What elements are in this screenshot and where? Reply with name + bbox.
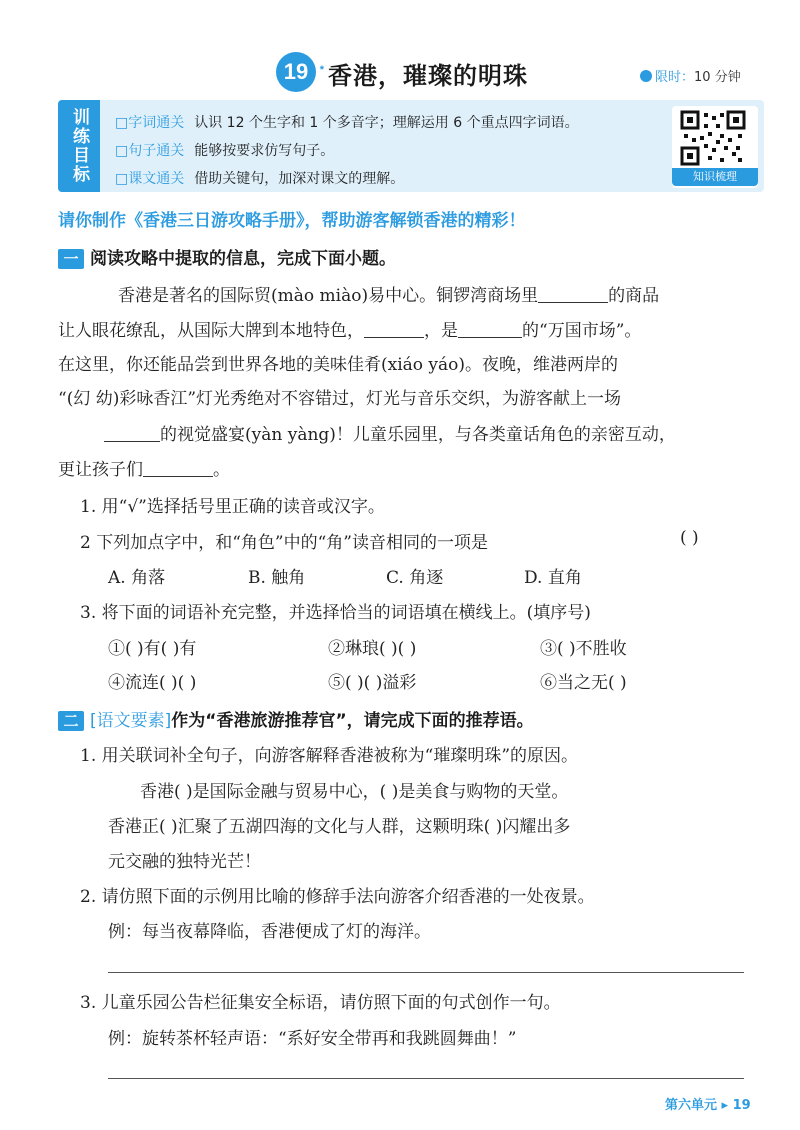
task-intro: 请你制作《香港三日游攻略手册》，帮助游客解锁香港的精彩！ [58,211,526,231]
page-footer [665,1094,751,1113]
fill-blank[interactable] [458,321,522,338]
section-1-badge: 一 [58,249,84,269]
passage-text: ，是 [424,321,458,341]
q2-2-example: 例：每当夜幕降临，香港便成了灯的海洋。 [108,922,431,942]
question-2-1: 1. 用关联词补全句子，向游客解释香港被称为“璀璨明珠”的原因。 [80,746,579,766]
goal-text: 能够按要求仿写句子。 [194,143,335,159]
fill-blank[interactable] [538,286,608,303]
option-d[interactable]: D. 直角 [524,568,582,588]
idiom-item[interactable]: ①( )有( )有 [108,639,197,659]
passage-text: 的“万国市场”。 [522,321,642,341]
passage-line-4: “(幻 幼)彩咏香江”灯光秀绝对不容错过，灯光与音乐交织，为游客献上一场 [58,389,622,409]
time-limit-label: 限时： [655,70,695,85]
goal-text: 认识 12 个生字和 1 个多音字；理解运用 6 个重点四字词语。 [194,115,579,131]
idiom-item[interactable]: ②琳琅( )( ) [328,639,417,659]
page-number: 19 [732,1098,751,1113]
lesson-mark: * [319,64,324,76]
idiom-item[interactable]: ⑤( )( )溢彩 [328,673,417,693]
passage-text: 的商品 [608,286,660,306]
passage-text: 的视觉盛宴(yàn yàng)！儿童乐园里，与各类童话角色的亲密互动， [160,425,676,445]
section-2-heading [58,706,534,731]
option-c[interactable]: C. 角逐 [386,568,444,588]
unit-label: 第六单元 [665,1098,718,1113]
passage-line-2 [58,316,641,341]
question-2-3: 3. 儿童乐园公告栏征集安全标语，请仿照下面的句式创作一句。 [80,993,561,1013]
passage-text: 让人眼花缭乱，从国际大牌到本地特色， [58,321,364,341]
passage-line-1 [118,281,659,306]
qr-label: 知识梳理 [672,168,758,186]
q2-1-line[interactable]: 香港( )是国际金融与贸易中心，( )是美食与购物的天堂。 [140,782,569,802]
idiom-item[interactable]: ⑥当之无( ) [540,673,627,693]
goal-item [115,140,334,160]
fill-blank[interactable] [143,460,213,477]
page-title: 香港，璀璨的明珠 [328,62,528,90]
answer-paren[interactable]: ( ) [680,528,699,548]
time-limit [640,66,741,85]
passage-line-6 [58,455,230,480]
section-1-title: 阅读攻略中提取的信息，完成下面小题。 [90,249,396,269]
answer-line[interactable] [108,972,744,973]
section-1-heading [58,244,396,269]
goal-key[interactable]: □字词通关 [115,115,185,131]
idiom-item[interactable]: ③( )不胜收 [540,639,627,659]
training-goals-tag: 训练目标 [58,100,100,192]
lesson-number-badge [276,52,324,92]
passage-line-5 [104,420,676,445]
passage-text: 更让孩子们 [58,460,143,480]
answer-line[interactable] [108,1078,744,1079]
question-1-3: 3. 将下面的词语补充完整，并选择恰当的词语填在横线上。(填序号) [80,603,591,623]
idiom-item[interactable]: ④流连( )( ) [108,673,197,693]
passage-text: 香港是著名的国际贸(mào miào)易中心。铜锣湾商场里 [118,286,539,306]
goal-key[interactable]: □课文通关 [115,171,185,187]
qr-code-icon[interactable] [680,110,746,166]
q2-3-example: 例：旋转茶杯轻声语：“系好安全带再和我跳圆舞曲！” [108,1029,517,1049]
section-2-tag: [语文要素] [90,711,172,731]
section-2-title: 作为“香港旅游推荐官”，请完成下面的推荐语。 [171,711,534,731]
fill-blank[interactable] [104,425,160,442]
goal-item [115,112,579,132]
section-2-badge: 二 [58,711,84,731]
lesson-number: 19 [283,59,309,84]
footer-arrow-icon: ▸ [721,1098,729,1113]
goal-key[interactable]: □句子通关 [115,143,185,159]
clock-icon [640,70,652,82]
fill-blank[interactable] [364,321,424,338]
passage-text: 。 [213,460,230,480]
option-a[interactable]: A. 角落 [108,568,166,588]
goal-item [115,168,404,188]
goal-text: 借助关键句，加深对课文的理解。 [194,171,405,187]
passage-line-3: 在这里，你还能品尝到世界各地的美味佳肴(xiáo yáo)。夜晚，维港两岸的 [58,355,619,375]
q2-1-line[interactable]: 香港正( )汇聚了五湖四海的文化与人群，这颗明珠( )闪耀出多 [108,817,571,837]
question-1-2: 2 下列加点字中，和“角色”中的“角”读音相同的一项是 [80,533,488,553]
time-limit-value: 10 分钟 [694,70,741,85]
q2-1-line: 元交融的独特光芒！ [108,852,261,872]
option-b[interactable]: B. 触角 [248,568,306,588]
question-2-2: 2. 请仿照下面的示例用比喻的修辞手法向游客介绍香港的一处夜景。 [80,887,595,907]
question-1-1: 1. 用“√”选择括号里正确的读音或汉字。 [80,497,385,517]
